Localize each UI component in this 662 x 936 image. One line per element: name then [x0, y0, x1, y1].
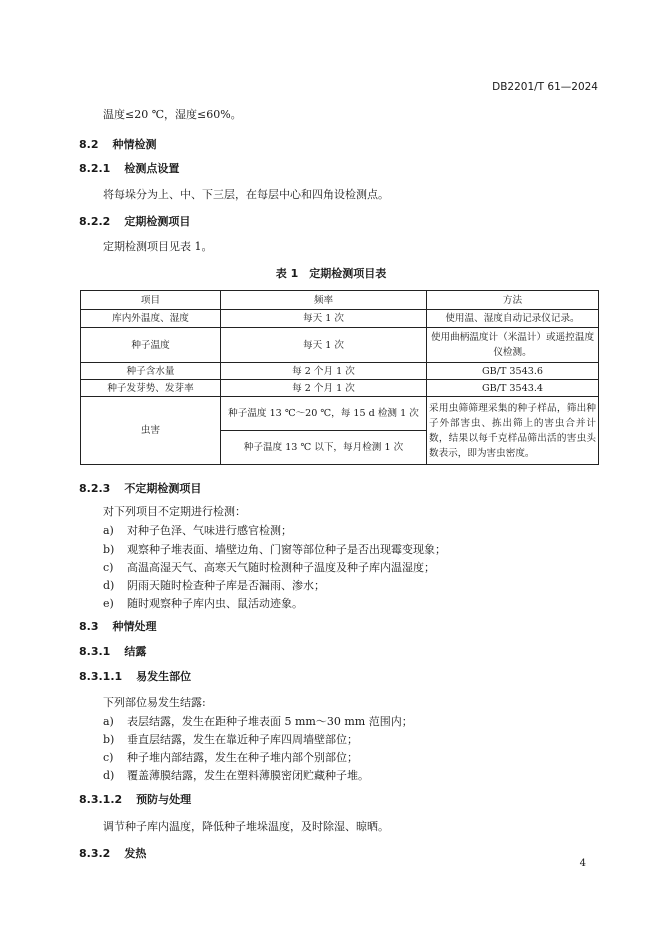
list-text: 表层结露，发生在距种子堆表面 5 mm～30 mm 范围内；	[127, 715, 413, 728]
cell-frequency: 每 2 个月 1 次	[221, 363, 427, 380]
list-item	[103, 595, 303, 611]
section-heading-8-3-1	[79, 643, 146, 659]
section-number: 8.3.2	[79, 847, 111, 860]
list-text: 随时观察种子库内虫、鼠活动迹象。	[127, 597, 303, 610]
list-item	[103, 559, 435, 575]
section-heading-8-2-3	[79, 480, 201, 496]
list-marker: c)	[103, 561, 114, 574]
cell-method: 使用温、湿度自动记录仪记录。	[427, 310, 599, 328]
section-heading-8-3	[79, 618, 157, 634]
section-title: 易发生部位	[136, 670, 192, 683]
cell-item: 种子温度	[81, 328, 221, 363]
document-code: DB2201/T 61—2024	[492, 81, 598, 93]
section-title: 检测点设置	[124, 162, 180, 175]
list-text: 垂直层结露，发生在靠近种子库四周墙壁部位；	[127, 733, 358, 746]
section-number: 8.2.2	[79, 215, 111, 228]
section-title: 不定期检测项目	[124, 482, 202, 495]
cell-frequency: 每天 1 次	[221, 310, 427, 328]
paragraph-checkpoint-setup: 将每垛分为上、中、下三层，在每层中心和四角设检测点。	[103, 188, 389, 201]
list-marker: c)	[103, 751, 114, 764]
section-number: 8.2	[79, 138, 99, 151]
cell-pest-label: 虫害	[81, 397, 221, 465]
section-heading-8-2-1	[79, 160, 179, 176]
cell-pest-frequency-cold: 种子温度 13 ℃ 以下，每月检测 1 次	[221, 431, 427, 465]
section-heading-8-2-2	[79, 213, 190, 229]
table-row	[81, 380, 599, 397]
paragraph-temperature-humidity: 温度≤20 ℃，湿度≤60%。	[103, 108, 242, 121]
paragraph-irregular-intro: 对下列项目不定期进行检测：	[103, 505, 246, 518]
section-title: 结露	[124, 645, 147, 658]
list-text: 观察种子堆表面、墙壁边角、门窗等部位种子是否出现霉变现象；	[127, 543, 446, 556]
list-text: 对种子色泽、气味进行感官检测；	[127, 524, 292, 537]
section-number: 8.3	[79, 620, 99, 633]
cell-item: 库内外温度、湿度	[81, 310, 221, 328]
table-row-pest	[81, 397, 599, 431]
section-heading-8-3-2	[79, 845, 146, 861]
periodic-inspection-table	[80, 290, 599, 465]
paragraph-table-reference: 定期检测项目见表 1。	[103, 240, 213, 253]
list-item	[103, 577, 325, 593]
cell-pest-method: 采用虫筛筛理采集的种子样品，筛出种子外部害虫、拣出筛上的害虫合并计数，结果以每千克样品筛出活的害虫头数表示，即为害虫密度。	[427, 397, 599, 465]
paragraph-condensation-intro: 下列部位易发生结露:	[103, 696, 206, 709]
section-heading-8-3-1-2	[79, 791, 191, 807]
table-row	[81, 328, 599, 363]
section-title: 定期检测项目	[124, 215, 191, 228]
section-heading-8-3-1-1	[79, 668, 191, 684]
header-item: 项目	[81, 291, 221, 310]
cell-item: 种子含水量	[81, 363, 221, 380]
list-text: 高温高湿天气、高寒天气随时检测种子温度及种子库内温湿度；	[127, 561, 435, 574]
list-marker: b)	[103, 543, 115, 556]
section-number: 8.3.1	[79, 645, 111, 658]
section-title: 种情检测	[112, 138, 157, 151]
list-item	[103, 767, 369, 783]
list-marker: d)	[103, 769, 115, 782]
list-item	[103, 713, 413, 729]
list-marker: b)	[103, 733, 115, 746]
cell-pest-frequency-warm: 种子温度 13 ℃～20 ℃，每 15 d 检测 1 次	[221, 397, 427, 431]
list-item	[103, 541, 446, 557]
section-number: 8.3.1.1	[79, 670, 123, 683]
header-method: 方法	[427, 291, 599, 310]
section-number: 8.2.1	[79, 162, 111, 175]
cell-method: GB/T 3543.4	[427, 380, 599, 397]
list-text: 种子堆内部结露，发生在种子堆内部个别部位；	[127, 751, 358, 764]
cell-item: 种子发芽势、发芽率	[81, 380, 221, 397]
list-item	[103, 731, 358, 747]
cell-method: GB/T 3543.6	[427, 363, 599, 380]
list-item	[103, 749, 358, 765]
table-header-row	[81, 291, 599, 310]
cell-frequency: 每 2 个月 1 次	[221, 380, 427, 397]
header-frequency: 频率	[221, 291, 427, 310]
section-number: 8.2.3	[79, 482, 111, 495]
list-text: 覆盖薄膜结露，发生在塑料薄膜密闭贮藏种子堆。	[127, 769, 369, 782]
list-text: 阴雨天随时检查种子库是否漏雨、渗水；	[127, 579, 325, 592]
list-marker: a)	[103, 715, 114, 728]
section-title: 种情处理	[112, 620, 157, 633]
list-marker: e)	[103, 597, 114, 610]
section-title: 预防与处理	[136, 793, 192, 806]
cell-frequency: 每天 1 次	[221, 328, 427, 363]
section-number: 8.3.1.2	[79, 793, 123, 806]
section-heading-8-2	[79, 136, 157, 152]
section-title: 发热	[124, 847, 147, 860]
list-marker: d)	[103, 579, 115, 592]
table-title: 表 1 定期检测项目表	[275, 267, 387, 280]
table-row	[81, 310, 599, 328]
table-row	[81, 363, 599, 380]
page-number: 4	[579, 858, 586, 869]
list-item	[103, 522, 292, 538]
list-marker: a)	[103, 524, 114, 537]
cell-method: 使用曲柄温度计（米温计）或遥控温度仪检测。	[427, 328, 599, 363]
paragraph-prevention: 调节种子库内温度，降低种子堆垛温度，及时除湿、晾晒。	[103, 820, 389, 833]
